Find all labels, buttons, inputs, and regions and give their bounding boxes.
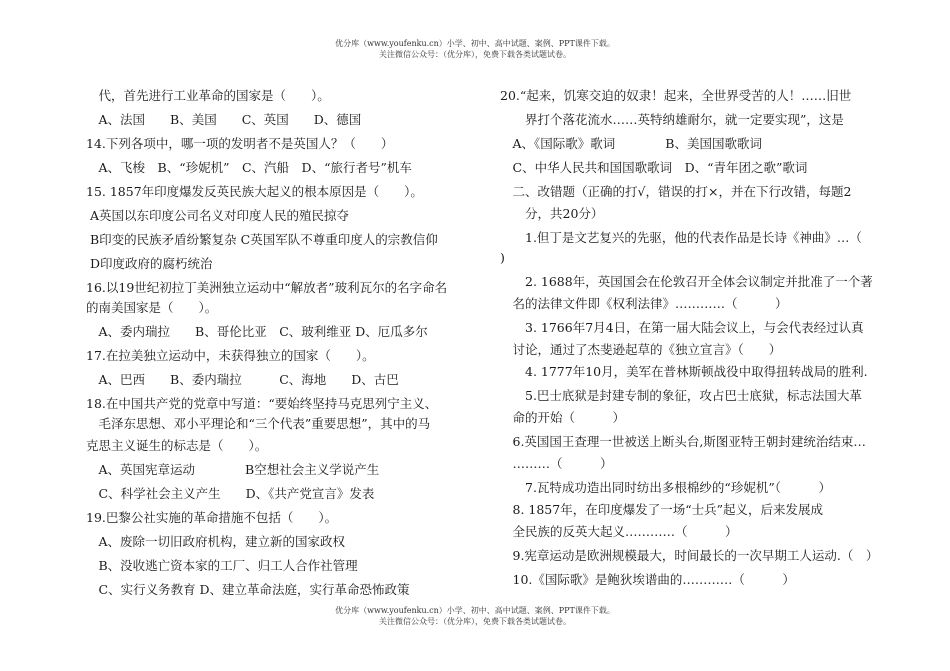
text-line: 讨论，通过了杰斐逊起草的《独立宣言》（ ） — [500, 342, 782, 357]
text-line: C、实行义务教育 D、建立革命法庭，实行革命恐怖政策 — [86, 582, 410, 597]
text-line: A、委内瑞拉 B、哥伦比亚 C、玻利维亚 D、厄瓜多尔 — [86, 324, 428, 339]
text-line: 代，首先进行工业革命的国家是（ ）。 — [86, 88, 330, 103]
footer-banner-line-1: 优分库（www.youfenku.cn）小学、初中、高中试题、案例、PPT课件下载。 — [335, 606, 615, 615]
header-banner-line-2: 关注微信公众号：（优分库），免费下载各类试题试卷。 — [379, 50, 571, 59]
text-line: 毛泽东思想、邓小平理论和“三个代表”重要思想”，其中的马 — [86, 416, 431, 431]
text-line: 6.英国国王查理一世被送上断头台,斯图亚特王朝封建统治结束… — [500, 434, 866, 449]
text-line: 19.巴黎公社实施的革命措施不包括（ ）。 — [86, 510, 338, 525]
text-line: 18.在中国共产党的党章中写道：“要始终坚持马克思列宁主义、 — [86, 396, 438, 411]
text-line: A英国以东印度公司名义对印度人民的殖民掠夺 — [86, 208, 350, 223]
text-line: 命的开始（ ） — [500, 410, 626, 425]
text-line: 克思主义诞生的标志是（ ）。 — [86, 438, 268, 453]
text-line: B印变的民族矛盾纷繁复杂 C英国军队不尊重印度人的宗教信仰 — [86, 232, 438, 247]
text-line: B、没收逃亡资本家的工厂、归工人合作社管理 — [86, 558, 358, 573]
text-line: 15. 1857年印度爆发反英民族大起义的根本原因是（ ）。 — [86, 184, 423, 199]
text-line: 14.下列各项中，哪一项的发明者不是英国人？（ ） — [86, 136, 394, 151]
text-line: C、中华人民共和国国歌歌词 D、“青年团之歌”歌词 — [500, 160, 808, 175]
text-line: 界打个落花流水……英特纳雄耐尔，就一定要实现”，这是 — [500, 112, 844, 127]
footer-banner — [0, 605, 950, 627]
text-line: ………（ ） — [500, 456, 613, 471]
text-line: 9.宪章运动是欧洲规模最大，时间最长的一次早期工人运动.（ ） — [500, 548, 879, 563]
header-banner — [0, 38, 950, 60]
text-line: A、《国际歌》歌词 B、美国国歌歌词 — [500, 136, 762, 151]
text-line: C、科学社会主义产生 D、《共产党宣言》发表 — [86, 486, 375, 501]
text-line: 二、改错题（正确的打√，错误的打×，并在下行改错，每题2 — [500, 184, 852, 199]
text-line: 20.“起来，饥寒交迫的奴隶！起来，全世界受苦的人！……旧世 — [500, 88, 852, 103]
text-line: 5.巴士底狱是封建专制的象征，攻占巴士底狱，标志法国大革 — [500, 388, 862, 403]
text-line: 名的法律文件即《权利法律》…………（ ） — [500, 296, 788, 311]
text-line: D印度政府的腐朽统治 — [86, 256, 213, 271]
text-line: 10.《国际歌》是鲍狄埃谱曲的…………（ ） — [500, 572, 795, 587]
text-line: 的南美国家是（ ）。 — [86, 300, 218, 315]
text-line: 2. 1688年，英国国会在伦敦召开全体会议制定并批准了一个著 — [500, 274, 873, 289]
footer-banner-line-2: 关注微信公众号：（优分库），免费下载各类试题试卷。 — [379, 617, 571, 626]
text-line: 17.在拉美独立运动中，未获得独立的国家（ ）。 — [86, 348, 375, 363]
text-line: ) — [500, 250, 505, 265]
text-line: 16.以19世纪初拉丁美洲独立运动中“解放者”玻利瓦尔的名字命名 — [86, 280, 448, 295]
text-line: 3. 1766年7月4日，在第一届大陆会议上，与会代表经过认真 — [500, 320, 864, 335]
text-line: 7.瓦特成功造出同时纺出多根棉纱的“珍妮机”（ ） — [500, 480, 831, 495]
text-line: A、飞梭 B、“珍妮机” C、汽船 D、“旅行者号”机车 — [86, 160, 412, 175]
text-line: 4. 1777年10月，美军在普林斯顿战役中取得扭转战局的胜利. — [500, 364, 868, 379]
text-line: 8. 1857年，在印度爆发了一场“士兵”起义，后来发展成 — [500, 502, 823, 517]
text-line: 1.但丁是文艺复兴的先驱，他的代表作品是长诗《神曲》…（ — [500, 230, 862, 245]
text-line: 分，共20分） — [500, 206, 604, 221]
text-line: A、废除一切旧政府机构，建立新的国家政权 — [86, 534, 346, 549]
header-banner-line-1: 优分库（www.youfenku.cn）小学、初中、高中试题、案例、PPT课件下载。 — [335, 39, 615, 48]
text-line: 全民族的反英大起义…………（ ） — [500, 524, 738, 539]
text-line: A、英国宪章运动 B空想社会主义学说产生 — [86, 462, 380, 477]
text-line: A、法国 B、美国 C、英国 D、德国 — [86, 112, 362, 127]
text-line: A、巴西 B、委内瑞拉 C、海地 D、古巴 — [86, 372, 399, 387]
